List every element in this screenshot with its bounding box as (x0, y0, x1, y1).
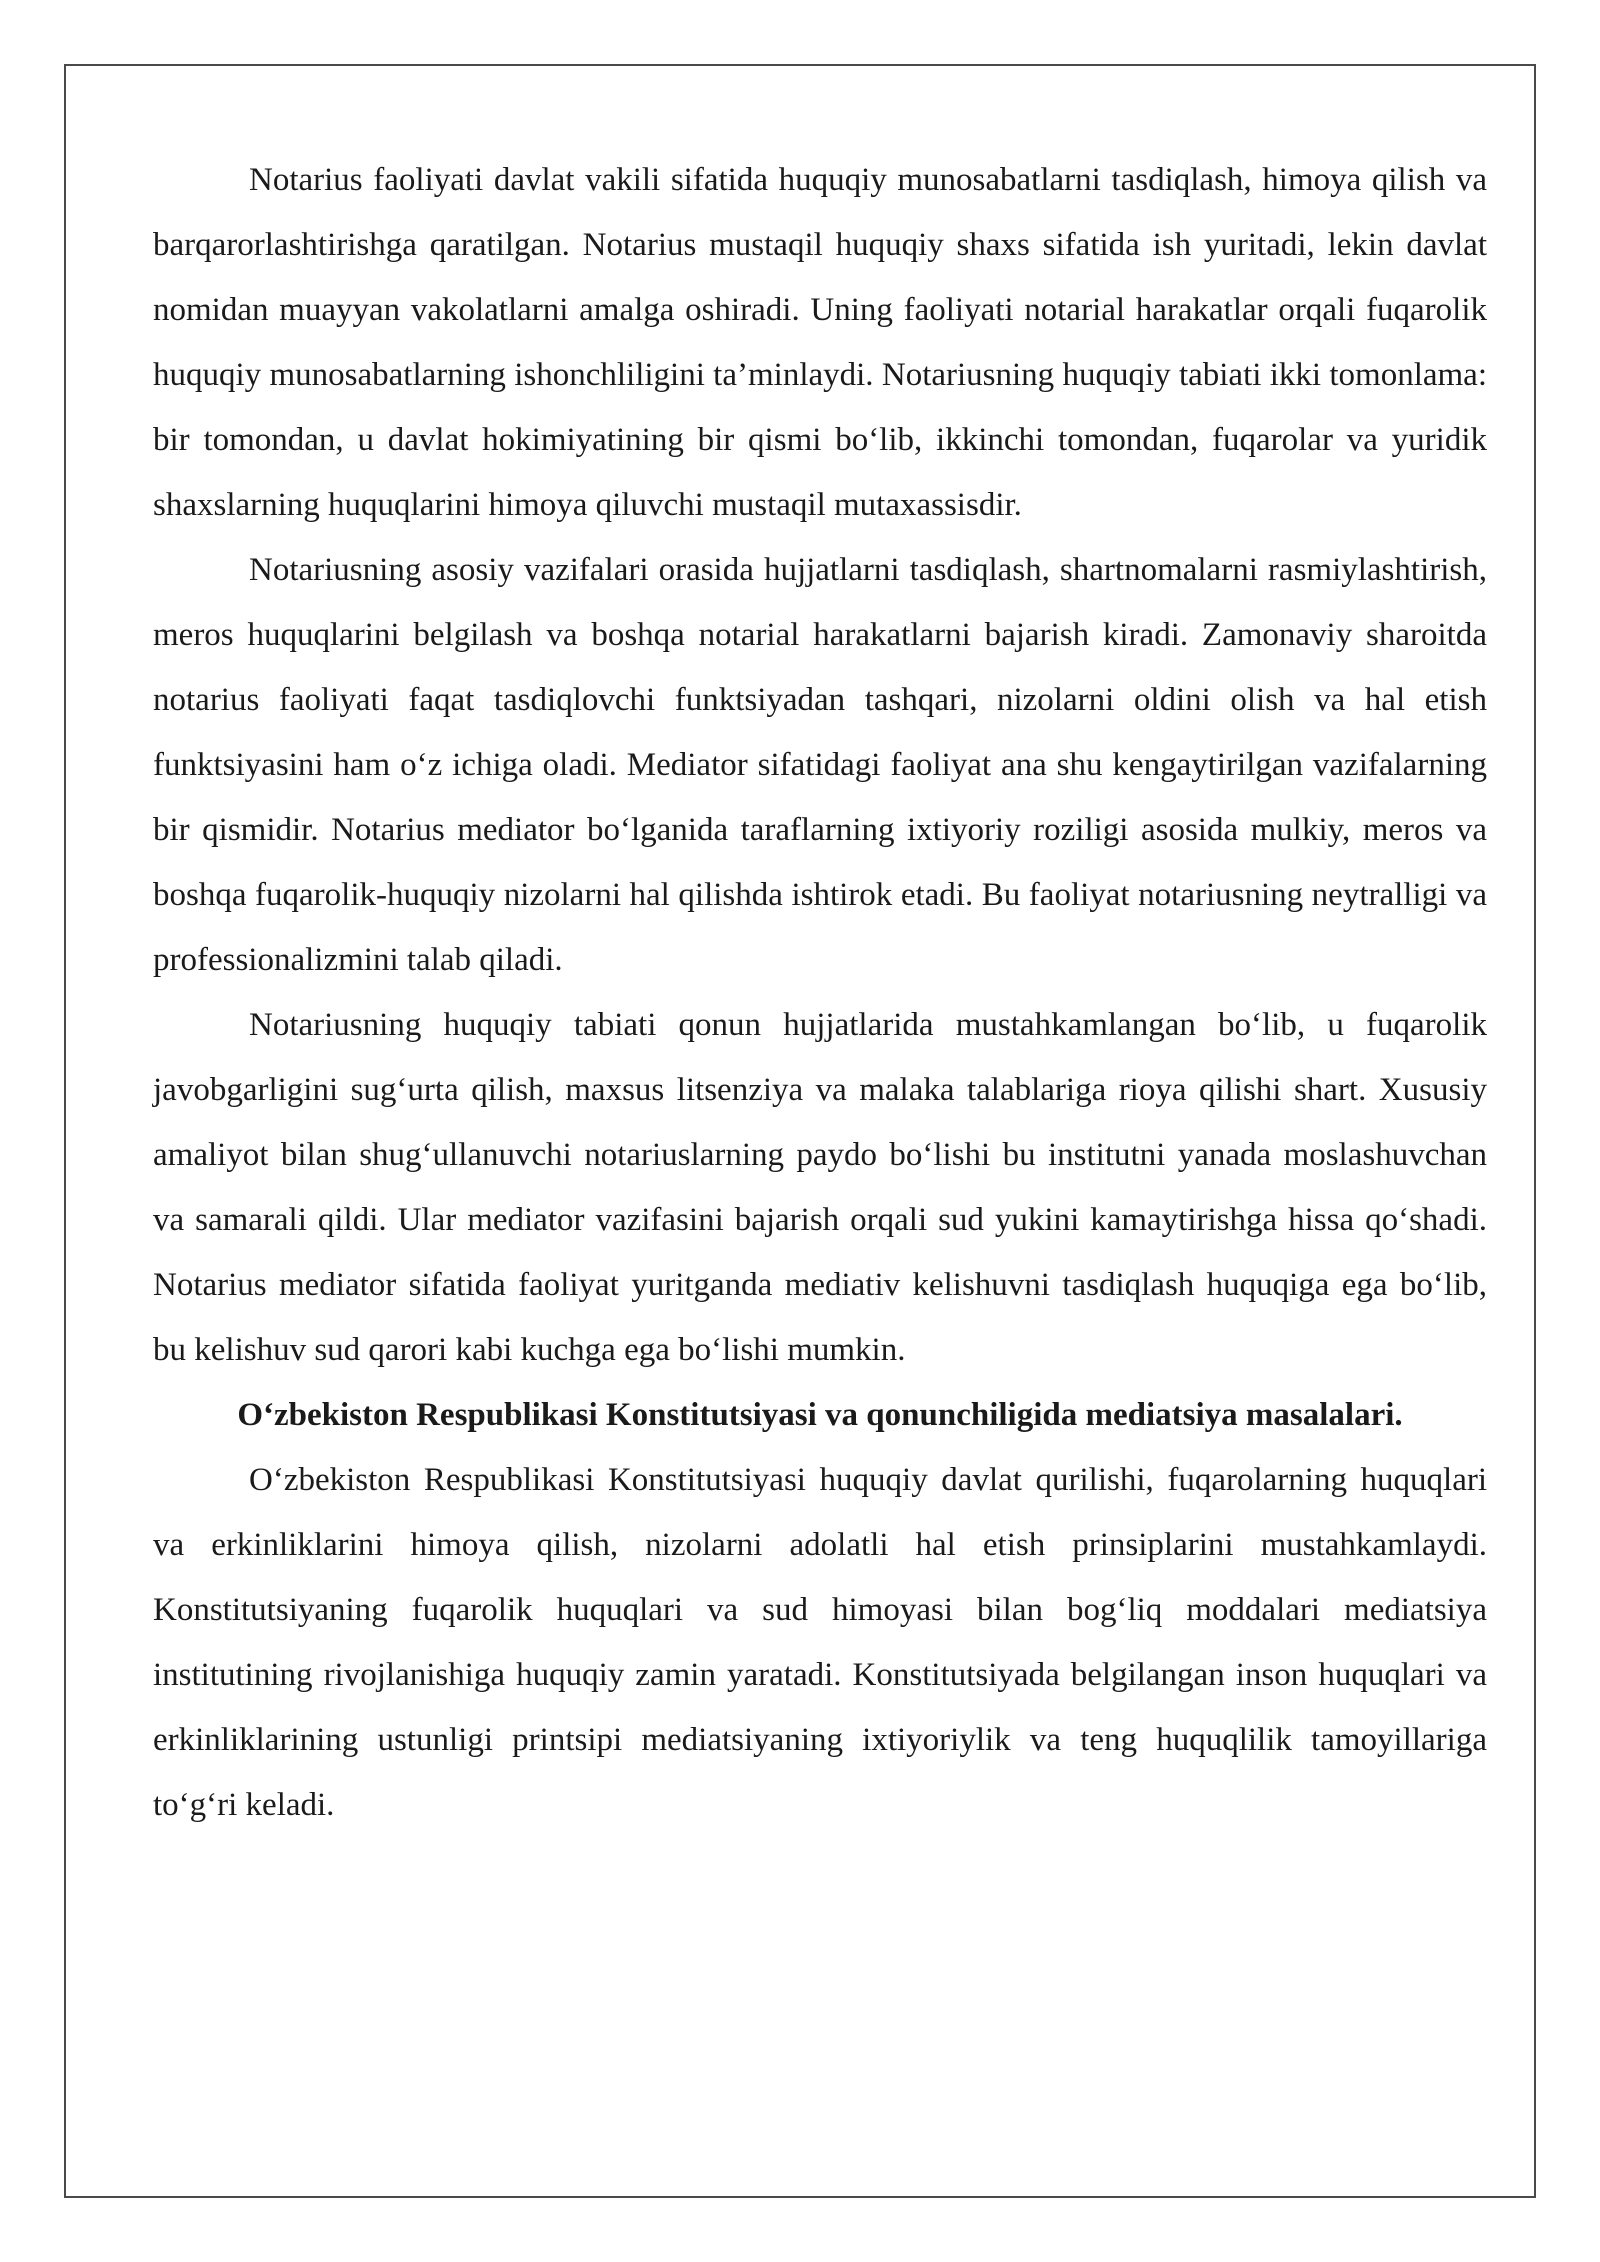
paragraph-notary-activity: Notarius faoliyati davlat vakili sifatida huquqiy munosabatlarni tasdiqlash, himoya qilish va barqarorlashtirishga qaratilgan. Notarius mustaqil huquqiy shaxs sifatida ish yuritadi, lekin davlat nomidan muayyan vakolatlarni amalga oshiradi. Uning faoliyati notarial harakatlar orqali fuqarolik huquqiy munosabatlarning ishonchliligini ta’minlaydi. Notariusning huquqiy tabiati ikki tomonlama: bir tomondan, u davlat hokimiyatining bir qismi bo‘lib, ikkinchi tomondan, fuqarolar va yuridik shaxslarning huquqlarini himoya qiluvchi mustaqil mutaxassisdir. (153, 162, 1487, 523)
paragraph-notary-legal-nature: Notariusning huquqiy tabiati qonun hujjatlarida mustahkamlangan bo‘lib, u fuqarolik javobgarligini sug‘urta qilish, maxsus litsenziya va malaka talablariga rioya qilishi shart. Xususiy amaliyot bilan shug‘ullanuvchi notariuslarning paydo bo‘lishi bu institutni yanada moslashuvchan va samarali qildi. Ular mediator vazifasini bajarish orqali sud yukini kamaytirishga hissa qo‘shadi. Notarius mediator sifatida faoliyat yuritganda mediativ kelishuvni tasdiqlash huquqiga ega bo‘lib, bu kelishuv sud qarori kabi kuchga ega bo‘lishi mumkin. (153, 1007, 1487, 1368)
section-heading: O‘zbekiston Respublikasi Konstitutsiyasi va qonunchiligida mediatsiya masalalari. (237, 1397, 1403, 1433)
document-body (153, 148, 1487, 1838)
paragraph-notary-duties: Notariusning asosiy vazifalari orasida hujjatlarni tasdiqlash, shartnomalarni rasmiylashtirish, meros huquqlarini belgilash va boshqa notarial harakatlarni bajarish kiradi. Zamonaviy sharoitda notarius faoliyati faqat tasdiqlovchi funktsiyadan tashqari, nizolarni oldini olish va hal etish funktsiyasini ham o‘z ichiga oladi. Mediator sifatidagi faoliyat ana shu kengaytirilgan vazifalarning bir qismidir. Notarius mediator bo‘lganida taraflarning ixtiyoriy roziligi asosida mulkiy, meros va boshqa fuqarolik-huquqiy nizolarni hal qilishda ishtirok etadi. Bu faoliyat notariusning neytralligi va professionalizmini talab qiladi. (153, 552, 1487, 978)
paragraph-constitution: O‘zbekiston Respublikasi Konstitutsiyasi huquqiy davlat qurilishi, fuqarolarning huquqlari va erkinliklarini himoya qilish, nizolarni adolatli hal etish prinsiplarini mustahkamlaydi. Konstitutsiyaning fuqarolik huquqlari va sud himoyasi bilan bog‘liq moddalari mediatsiya institutining rivojlanishiga huquqiy zamin yaratadi. Konstitutsiyada belgilangan inson huquqlari va erkinliklarining ustunligi printsipi mediatsiyaning ixtiyoriylik va teng huquqlilik tamoyillariga to‘g‘ri keladi. (153, 1462, 1487, 1823)
